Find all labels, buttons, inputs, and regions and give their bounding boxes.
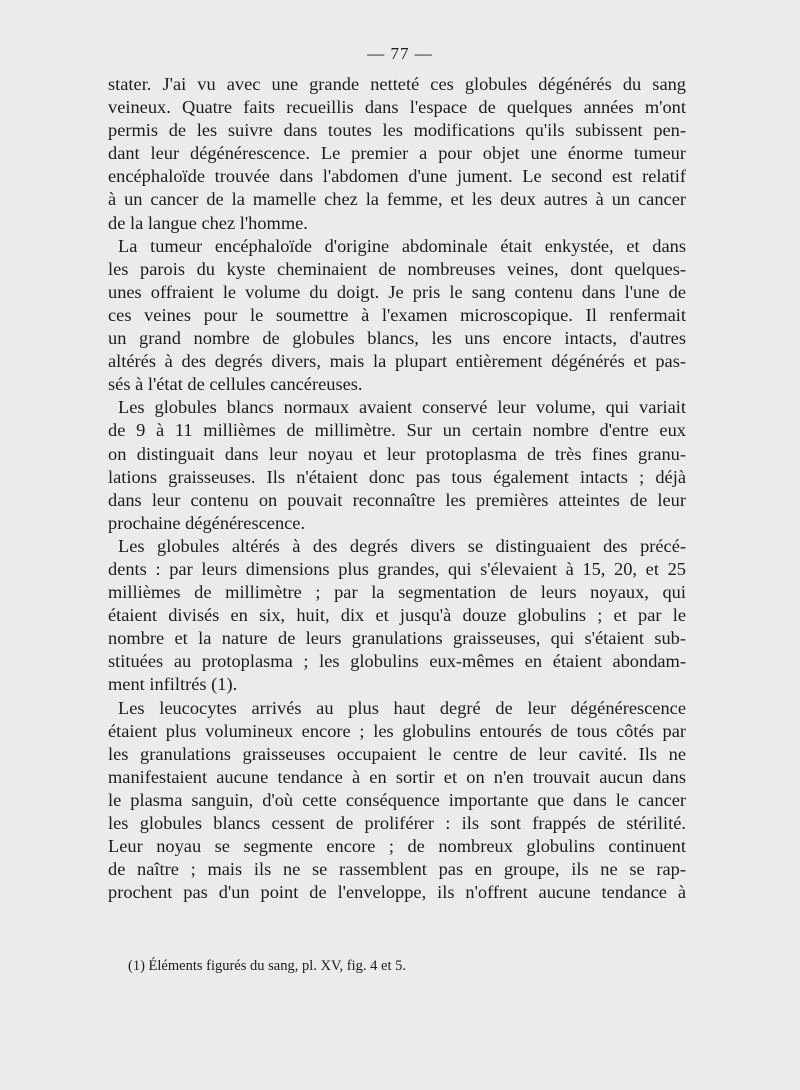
text-line: dant leur dégénérescence. Le premier a pour objet une énorme tumeur <box>108 143 686 164</box>
text-line: manifestaient aucune tendance à en sortir et on n'en trouvait aucun dans <box>108 766 686 787</box>
text-line: prochent pas d'un point de l'enveloppe, ils n'offrent aucune tendance à <box>108 882 686 903</box>
text-line: on distinguait dans leur noyau et leur protoplasma de très fines granu- <box>108 443 686 464</box>
text-line: ces veines pour le soumettre à l'examen microscopique. Il renfermait <box>108 304 686 325</box>
text-line: de naître ; mais ils ne se rassemblent pas en groupe, ils ne se rap- <box>108 859 686 880</box>
text-line: dents : par leurs dimensions plus grandes, qui s'élevaient à 15, 20, et 25 <box>108 558 686 579</box>
text-line: à un cancer de la mamelle chez la femme, et les deux autres à un cancer <box>108 189 686 210</box>
text-line: les parois du kyste cheminaient de nombreuses veines, dont quelques- <box>108 258 686 279</box>
text-line: veineux. Quatre faits recueillis dans l'espace de quelques années m'ont <box>108 97 686 118</box>
text-line: altérés à des degrés divers, mais la plupart entièrement dégénérés et pas- <box>108 351 686 372</box>
text-line: prochaine dégénérescence. <box>108 512 306 533</box>
footnote: (1) Éléments figurés du sang, pl. XV, fig. 4 et 5. <box>128 958 407 974</box>
text-line: les globules blancs cessent de proliférer : ils sont frappés de stérilité. <box>108 813 686 833</box>
paragraph-2 <box>108 235 686 397</box>
text-line: dans leur contenu on pouvait reconnaître les premières atteintes de leur <box>108 489 686 510</box>
text-line: Les leucocytes arrivés au plus haut degré de leur dégénérescence <box>118 697 686 718</box>
text-line: encéphaloïde trouvée dans l'abdomen d'une jument. Le second est relatif <box>108 166 686 187</box>
text-line: permis de les suivre dans toutes les modifications qu'ils subissent pen- <box>108 120 686 141</box>
text-line: stituées au protoplasma ; les globulins eux-mêmes en étaient abondam- <box>108 651 686 672</box>
text-line: unes offraient le volume du doigt. Je pris le sang contenu dans l'une de <box>108 281 686 302</box>
paragraph-5 <box>108 697 686 905</box>
paragraph-3 <box>108 396 686 535</box>
text-line: un grand nombre de globules blancs, les uns encore intacts, d'autres <box>108 328 686 349</box>
text-line: étaient divisés en six, huit, dix et jusqu'à douze globulins ; et par le <box>108 605 686 626</box>
text-line: stater. J'ai vu avec une grande netteté ces globules dégénérés du sang <box>108 74 686 94</box>
paragraph-1 <box>108 73 686 235</box>
text-line: La tumeur encéphaloïde d'origine abdominale était enkystée, et dans <box>118 235 686 256</box>
text-line: de 9 à 11 millièmes de millimètre. Sur un certain nombre d'entre eux <box>108 420 686 441</box>
text-line: lations graisseuses. Ils n'étaient donc pas tous également intacts ; déjà <box>108 466 686 487</box>
text-line: sés à l'état de cellules cancéreuses. <box>108 374 363 395</box>
text-line: Les globules blancs normaux avaient conservé leur volume, qui variait <box>118 397 686 418</box>
text-line: les granulations graisseuses occupaient le centre de leur cavité. Ils ne <box>108 743 686 764</box>
body-text <box>108 73 686 904</box>
text-line: millièmes de millimètre ; par la segmentation de leurs noyaux, qui <box>108 582 686 603</box>
text-line: Les globules altérés à des degrés divers se distinguaient des précé- <box>118 535 686 556</box>
text-line: Leur noyau se segmente encore ; de nombreux globulins continuent <box>108 836 686 857</box>
text-line: de la langue chez l'homme. <box>108 212 308 233</box>
page-number: — 77 — <box>367 44 433 63</box>
paragraph-4 <box>108 535 686 697</box>
text-line: ment infiltrés (1). <box>108 674 238 695</box>
text-line: nombre et la nature de leurs granulations graisseuses, qui s'étaient sub- <box>108 628 686 649</box>
text-line: étaient plus volumineux encore ; les globulins entourés de tous côtés par <box>108 720 686 741</box>
text-line: le plasma sanguin, d'où cette conséquence importante que dans le cancer <box>108 789 686 810</box>
